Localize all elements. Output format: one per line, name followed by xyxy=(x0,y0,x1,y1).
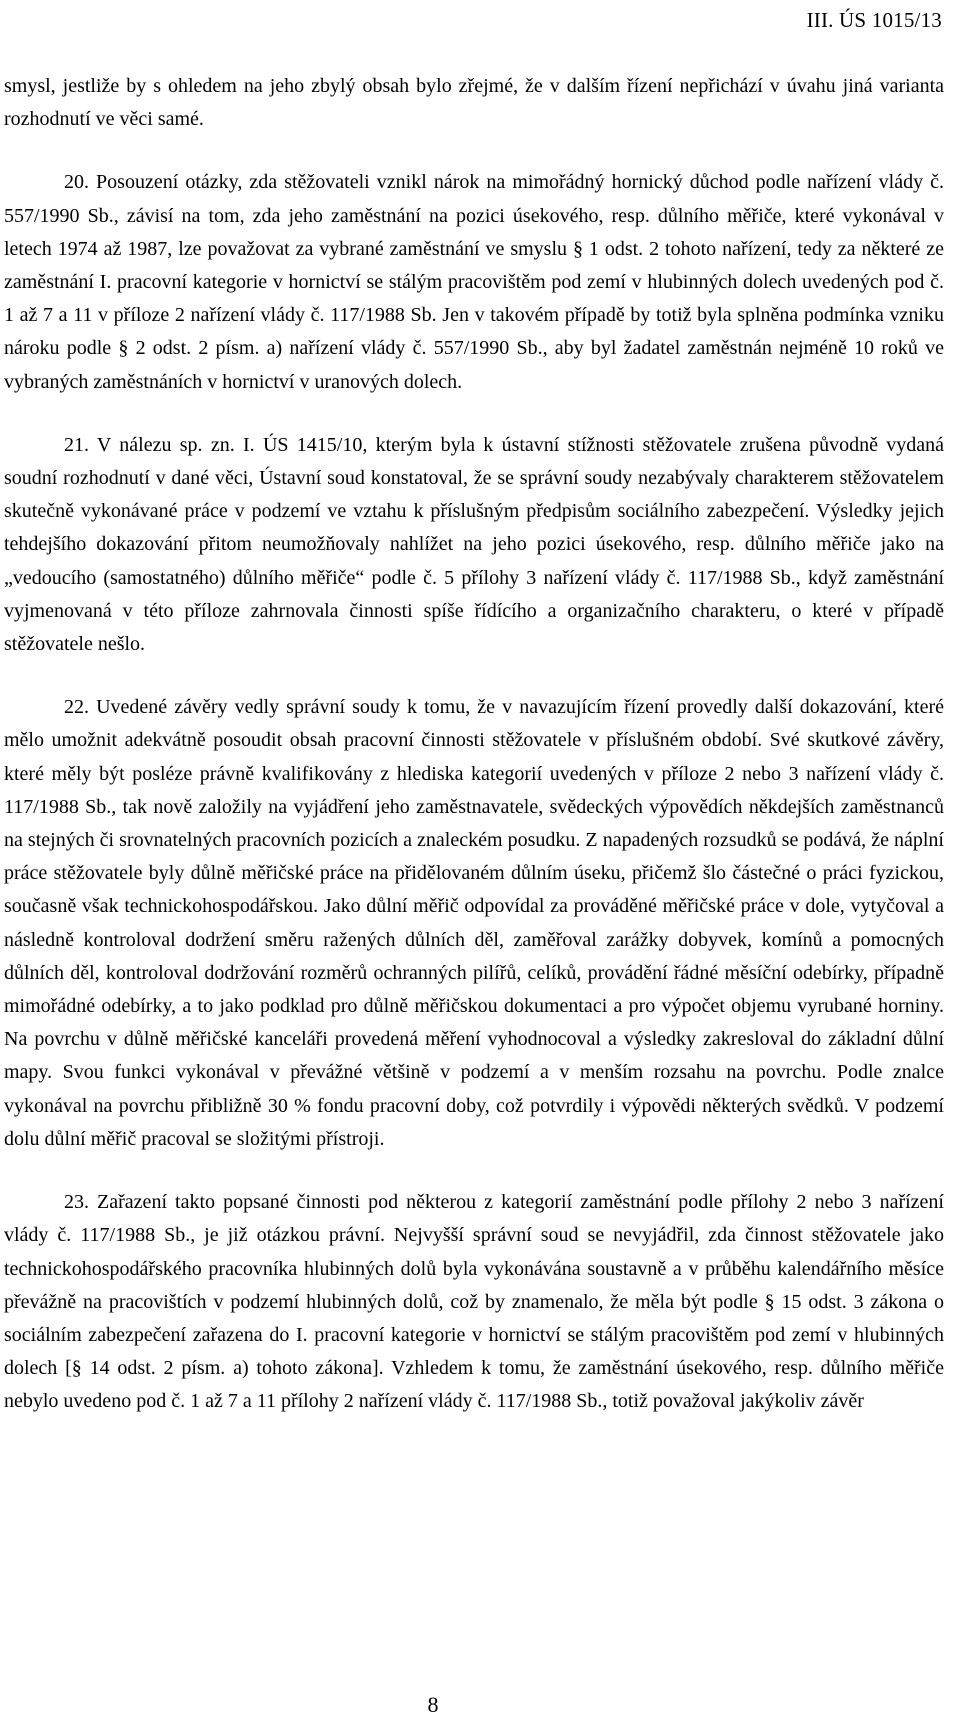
page-number: 8 xyxy=(427,1692,439,1717)
paragraph-21: 21. V nálezu sp. zn. I. ÚS 1415/10, kterým byla k ústavní stížnosti stěžovatele zrušena původně vydaná soudní rozhodnutí v dané věci, Ústavní soud konstatoval, že se správní soudy nezabývaly charakterem stěžovatelem skutečně vykonávané práce v podzemí ve vztahu k příslušným předpisům sociálního zabezpečení. Výsledky jejich tehdejšího dokazování přitom neumožňovaly nahlížet na jeho pozici úsekového, resp. důlního měřiče jako na „vedoucího (samostatného) důlního měřiče“ podle č. 5 přílohy 3 nařízení vlády č. 117/1988 Sb., když zaměstnání vyjmenovaná v této příloze zahrnovala činnosti spíše řídícího a organizačního charakteru, o které v případě stěžovatele nešlo. xyxy=(4,433,944,656)
paragraph-gap xyxy=(4,399,944,429)
paragraph-continuation: smysl, jestliže by s ohledem na jeho zbylý obsah bylo zřejmé, že v dalším řízení nepřichází v úvahu jiná varianta rozhodnutí ve věci samé. xyxy=(4,75,944,131)
document-body xyxy=(4,70,944,1419)
paragraph-gap xyxy=(4,661,944,691)
paragraph-23: 23. Zařazení takto popsané činnosti pod některou z kategorií zaměstnání podle přílohy 2 nebo 3 nařízení vlády č. 117/1988 Sb., je již otázkou právní. Nejvyšší správní soud se nevyjádřil, zda činnost stěžovatele jako technickohospodářského pracovníka hlubinných dolů byla vykonávána soustavně a v průběhu kalendářního měsíce převážně na pracovištích v podzemí hlubinných dolů, což by znamenalo, že měla být podle § 15 odst. 3 zákona o sociálním zabezpečení zařazena do I. pracovní kategorie v hornictví se stálým pracovištěm pod zemí v hlubinných dolech [§ 14 odst. 2 písm. a) tohoto zákona]. Vzhledem k tomu, že zaměstnání úsekového, resp. důlního měřiče nebylo uvedeno pod č. 1 až 7 a 11 přílohy 2 nařízení vlády č. 117/1988 Sb., totiž považoval jakýkoliv závěr xyxy=(4,1191,944,1413)
case-number-header: III. ÚS 1015/13 xyxy=(806,8,942,32)
paragraph-gap xyxy=(4,1156,944,1186)
paragraph-gap xyxy=(4,136,944,166)
paragraph-20: 20. Posouzení otázky, zda stěžovateli vznikl nárok na mimořádný hornický důchod podle nařízení vlády č. 557/1990 Sb., závisí na tom, zda jeho zaměstnání na pozici úsekového, resp. důlního měřiče, které vykonával v letech 1974 až 1987, lze považovat za vybrané zaměstnání ve smyslu § 1 odst. 2 tohoto nařízení, tedy za některé ze zaměstnání I. pracovní kategorie v hornictví se stálým pracovištěm pod zemí v hlubinných dolech uvedených pod č. 1 až 7 a 11 v příloze 2 nařízení vlády č. 117/1988 Sb. Jen v takovém případě by totiž byla splněna podmínka vzniku nároku podle § 2 odst. 2 písm. a) nařízení vlády č. 557/1990 Sb., aby byl žadatel zaměstnán nejméně 10 roků ve vybraných zaměstnáních v hornictví v uranových dolech. xyxy=(4,171,944,393)
paragraph-22: 22. Uvedené závěry vedly správní soudy k tomu, že v navazujícím řízení provedly další dokazování, které mělo umožnit adekvátně posoudit obsah pracovní činnosti stěžovatele v příslušném období. Své skutkové závěry, které měly být posléze právně kvalifikovány z hlediska kategorií uvedených v příloze 2 nebo 3 nařízení vlády č. 117/1988 Sb., tak nově založily na vyjádření jeho zaměstnavatele, svědeckých výpovědích někdejších zaměstnanců na stejných či srovnatelných pracovních pozicích a znaleckém posudku. Z napadených rozsudků se podává, že náplní práce stěžovatele byly důlně měřičské práce na přidělovaném důlním úseku, přičemž šlo částečné o práci fyzickou, současně však technickohospodářskou. Jako důlní měřič odpovídal za prováděné měřičské práce v dole, vytyčoval a následně kontroloval dodržení směru ražených důlních děl, zaměřoval zarážky dobyvek, komínů a pomocných důlních děl, kontroloval dodržování rozměrů ochranných pilířů, celíků, provádění řádné měsíční odebírky, případně mimořádné odebírky, a to jako podklad pro důlně měřičskou dokumentaci a pro výpočet objemu vyrubané horniny. Na povrchu v důlně měřičské kanceláři provedená měření vyhodnocoval a výsledky zakresloval do základní důlní mapy. Svou funkci vykonával v převážné většině v podzemí a v menším rozsahu na povrchu. Podle znalce vykonával na povrchu přibližně 30 % fondu pracovní doby, což potvrdily i výpovědi některých svědků. V podzemí dolu důlní měřič pracoval se složitými přístroji. xyxy=(4,696,944,1150)
